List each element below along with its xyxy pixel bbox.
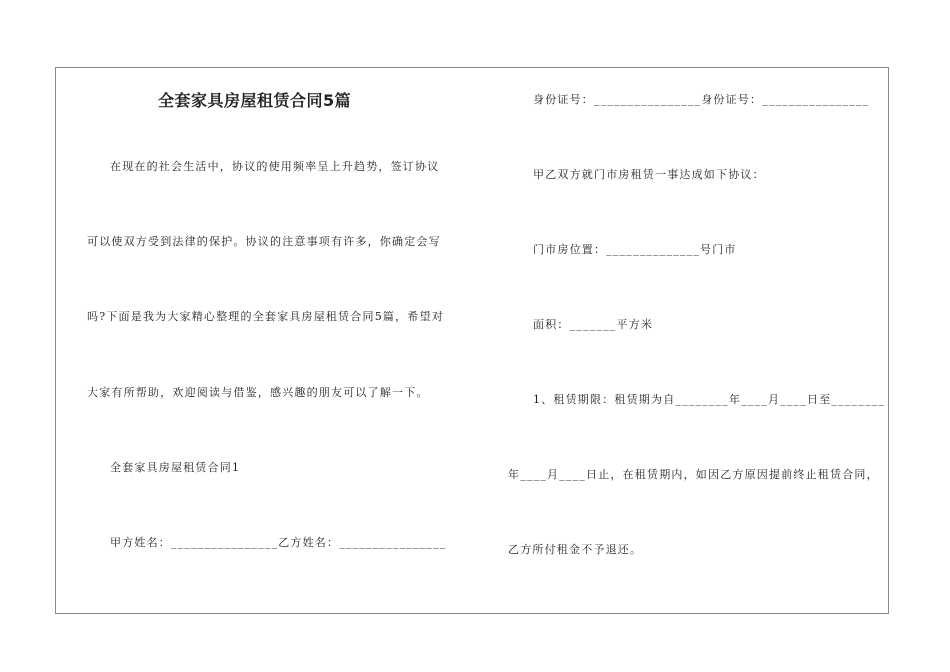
intro-line-2: 可以使双方受到法律的保护。协议的注意事项有许多，你确定会写 [87,235,441,248]
section-heading: 全套家具房屋租赁合同1 [110,461,241,474]
location-line: 门市房位置：______________号门市 [533,243,737,256]
clause-1-line-3: 乙方所付租金不予退还。 [508,543,643,556]
id-numbers-line: 身份证号：________________身份证号：________________ [533,93,870,106]
agreement-line: 甲乙双方就门市房租赁一事达成如下协议： [533,168,765,181]
intro-line-4: 大家有所帮助，欢迎阅读与借鉴，感兴趣的朋友可以了解一下。 [87,386,429,399]
document-page-frame [55,67,889,614]
intro-line-3: 吗?下面是我为大家精心整理的全套家具房屋租赁合同5篇，希望对 [87,310,444,323]
party-names-line: 甲方姓名：________________乙方姓名：________________ [110,536,447,549]
area-line: 面积：_______平方米 [533,318,654,331]
clause-1-line-1: 1、租赁期限：租赁期为自________年____月____日至________ [533,393,885,406]
document-title: 全套家具房屋租赁合同5篇 [158,91,352,110]
intro-line-1: 在现在的社会生活中，协议的使用频率呈上升趋势，签订协议 [110,160,440,173]
clause-1-line-2: 年____月____日止，在租赁期内，如因乙方原因提前终止租赁合同， [508,468,879,481]
